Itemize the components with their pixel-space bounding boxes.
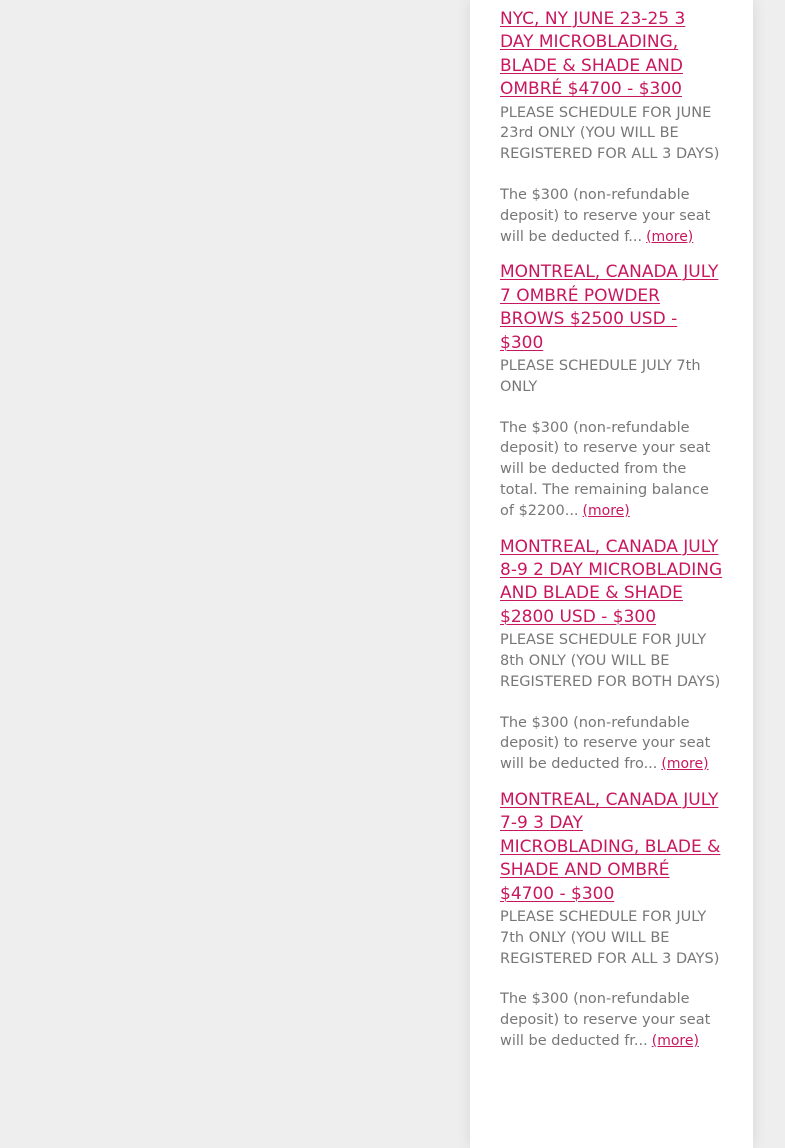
- appointment-title-link[interactable]: MONTREAL, CANADA JULY 7-9 3 DAY MICROBLADING, BLADE & SHADE AND OMBRÉ $4700 - $300: [500, 790, 721, 904]
- appointment-description: [500, 418, 724, 522]
- appointment-description-text: The $300 (non-refundable deposit) to reserve your seat will be deducted fr...: [500, 991, 711, 1050]
- more-link[interactable]: (more): [582, 502, 630, 519]
- appointment-title-link[interactable]: MONTREAL, CANADA JULY 8-9 2 DAY MICROBLADING AND BLADE & SHADE $2800 USD - $300: [500, 536, 723, 627]
- appointment-description: [500, 989, 724, 1051]
- appointment-schedule-note: PLEASE SCHEDULE JULY 7th ONLY: [500, 358, 701, 395]
- appointment-list: [500, 8, 724, 1066]
- more-link[interactable]: (more): [651, 1033, 699, 1050]
- more-link[interactable]: (more): [646, 228, 694, 245]
- appointment-title-link[interactable]: NYC, NY JUNE 23-25 3 DAY MICROBLADING, BLADE & SHADE AND OMBRÉ $4700 - $300: [500, 9, 686, 100]
- appointment-item: [500, 789, 724, 1052]
- appointment-types-panel: [470, 0, 753, 1148]
- appointment-item: [500, 261, 724, 521]
- appointment-description-text: The $300 (non-refundable deposit) to reserve your seat will be deducted f...: [500, 187, 711, 245]
- appointment-schedule-note: PLEASE SCHEDULE FOR JUNE 23rd ONLY (YOU WILL BE REGISTERED FOR ALL 3 DAYS): [500, 104, 720, 163]
- appointment-schedule-note: PLEASE SCHEDULE FOR JULY 7th ONLY (YOU WILL BE REGISTERED FOR ALL 3 DAYS): [500, 909, 720, 967]
- appointment-item: [500, 8, 724, 247]
- appointment-description: [500, 185, 724, 247]
- appointment-schedule-note: PLEASE SCHEDULE FOR JULY 8th ONLY (YOU WILL BE REGISTERED FOR BOTH DAYS): [500, 632, 721, 690]
- appointment-description-text: The $300 (non-refundable deposit) to reserve your seat will be deducted from the total. The remaining balance of $2200...: [500, 419, 711, 519]
- appointment-description-text: The $300 (non-refundable deposit) to reserve your seat will be deducted fro...: [500, 714, 711, 773]
- appointment-item: [500, 536, 724, 775]
- appointment-description: [500, 713, 724, 775]
- appointment-title-link[interactable]: MONTREAL, CANADA JULY 7 OMBRÉ POWDER BROWS $2500 USD - $300: [500, 262, 719, 353]
- more-link[interactable]: (more): [661, 756, 709, 773]
